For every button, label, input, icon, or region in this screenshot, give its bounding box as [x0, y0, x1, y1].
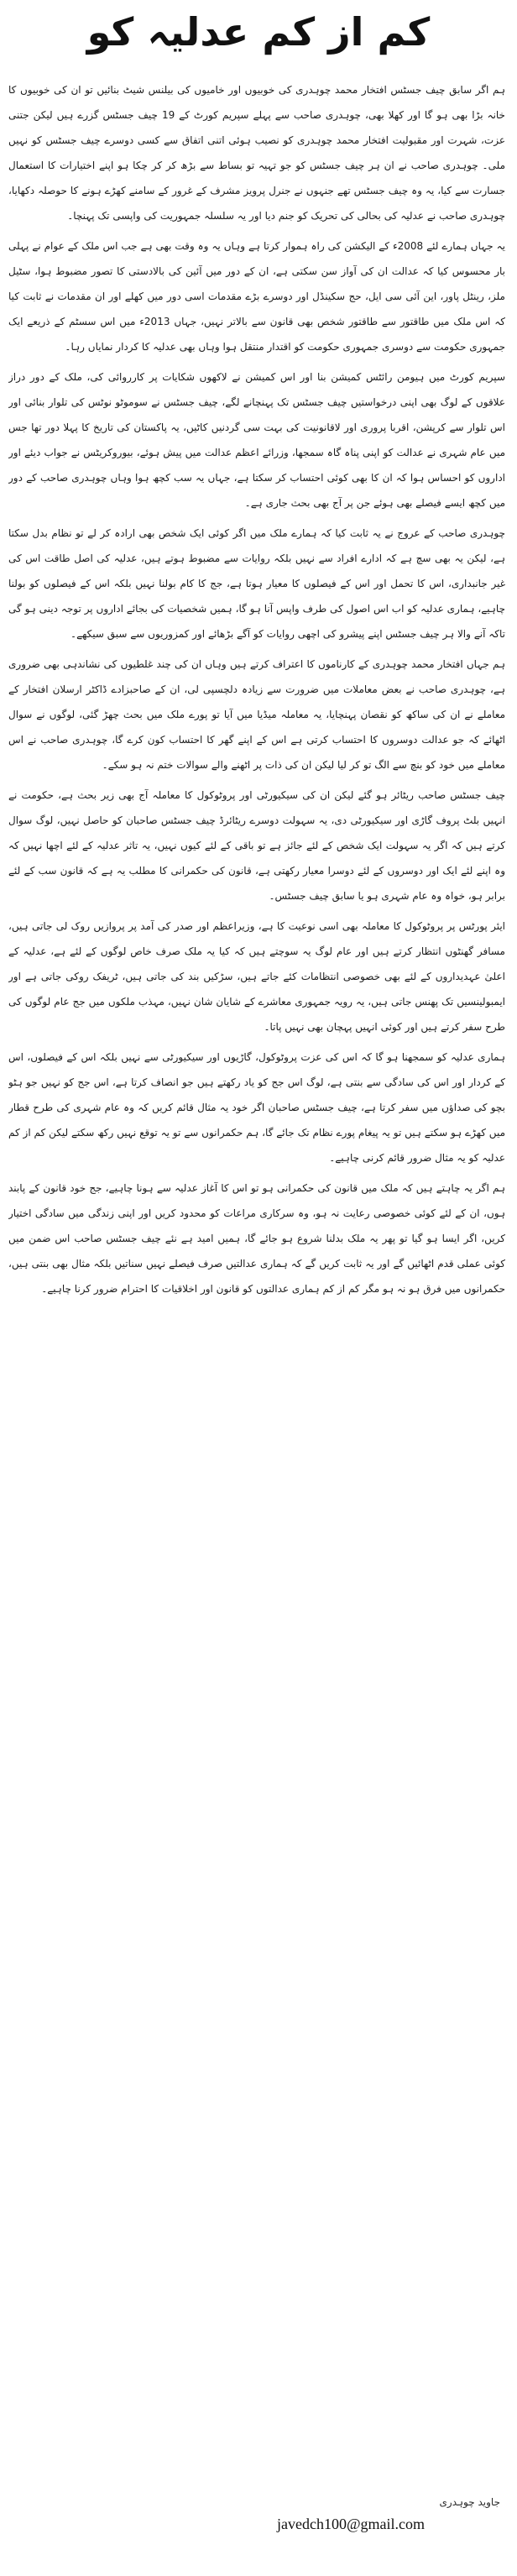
- paragraph: ہم جہاں افتخار محمد چوہدری کے کارناموں کا اعتراف کرتے ہیں وہاں ان کی چند غلطیوں کی نشاندہی بھی ضروری ہے، چوہدری صاحب نے بعض معاملات میں ضرورت سے زیادہ دلچسپی لی، ان کے صاحبزادے ڈاکٹر ارسلان افتخار کے معاملے نے ان کی ساکھ کو نقصان پہنچایا، یہ معاملہ میڈیا میں آیا تو پورے ملک میں بحث چھڑ گئی، لوگوں نے سوال اٹھائے کہ جو عدالت دوسروں کا احتساب کرتی ہے اس کے اپنے گھر کا احتساب کون کرے گا، چوہدری صاحب نے اس معاملے میں خود کو بنچ سے الگ تو کر لیا لیکن ان کی ذات پر اٹھنے والے سوالات ختم نہ ہو سکے۔: [8, 658, 505, 771]
- paragraph: ہم اگر یہ چاہتے ہیں کہ ملک میں قانون کی حکمرانی ہو تو اس کا آغاز عدلیہ سے ہونا چاہیے، جج خود قانون کے پابند ہوں، ان کے لئے کوئی خصوصی رعایت نہ ہو، وہ سرکاری مراعات کو محدود کریں اور اپنی زندگی میں سادگی اختیار کریں، اگر ایسا ہو گیا تو پھر یہ ملک بدلنا شروع ہو جائے گا، ہمیں امید ہے نئے چیف جسٹس صاحب اس ضمن میں کوئی عملی قدم اٹھائیں گے اور یہ ثابت کریں گے کہ ہماری عدالتیں صرف فیصلے نہیں سناتیں بلکہ مثال بھی بنتی ہیں، حکمرانوں میں فرق ہو نہ ہو مگر کم از کم ہماری عدالتوں کو قانون اور اخلاقیات کا احترام ضرور کرنا چاہیے۔: [8, 1182, 505, 1295]
- paragraph: ہم اگر سابق چیف جسٹس افتخار محمد چوہدری کی خوبیوں اور خامیوں کی بیلنس شیٹ بنائیں تو ان کی خوبیوں کا خانہ بڑا بھی ہو گا اور کھلا بھی، چوہدری صاحب سے پہلے سپریم کورٹ کے 19 چیف جسٹس گزرے ہیں لیکن جتنی عزت، شہرت اور مقبولیت افتخار محمد چوہدری کو نصیب ہوئی اتنی اتفاق سے کسی دوسرے چیف جسٹس کو نہیں ملی۔ چوہدری صاحب نے ان ہر چیف جسٹس کو جو تہیہ تو بساط سے بڑھ کر کر چکا ہو اپنے اختیارات کا استعمال جسارت سے کیا، یہ وہ چیف جسٹس تھے جنہوں نے جنرل پرویز مشرف کے غرور کے سامنے کھڑے ہونے کا حوصلہ دکھایا، چوہدری صاحب نے عدلیہ کی بحالی کی تحریک کو جنم دیا اور یہ سلسلہ جمہوریت کی واپسی تک پہنچا۔: [8, 84, 505, 222]
- column-headline: کم از کم عدلیہ کو: [86, 9, 431, 55]
- author-email: javedch100@gmail.com: [277, 2516, 426, 2532]
- paragraph: یہ جہاں ہمارے لئے 2008ء کے الیکشن کی راہ ہموار کرتا ہے وہاں یہ وہ وقت بھی ہے جب اس ملک کے عوام نے پہلی بار محسوس کیا کہ عدالت ان کی آواز سن سکتی ہے، ان کے دور میں آئین کی بالادستی کا تصور مضبوط ہوا، سٹیل ملز، رینٹل پاور، این آئی سی ایل، حج سکینڈل اور دوسرے بڑے مقدمات اسی دور میں کھلے اور ان مقدمات نے ثابت کیا کہ اس ملک میں طاقتور سے طاقتور شخص بھی قانون سے بالاتر نہیں، جہاں 2013ء میں اس سسٹم کے ذریعے ایک جمہوری حکومت سے دوسری جمہوری حکومت کو اقتدار منتقل ہوا وہاں بھی عدلیہ کا کردار نمایاں رہا۔: [8, 240, 505, 353]
- author-name: جاوید چوہدری: [439, 2496, 500, 2508]
- column-body: [8, 77, 505, 2489]
- paragraph: سپریم کورٹ میں ہیومن رائٹس کمیشن بنا اور اس کمیشن نے لاکھوں شکایات پر کارروائی کی، ملک کے دور دراز علاقوں کے لوگ بھی اپنی درخواستیں چیف جسٹس تک پہنچانے لگے، چیف جسٹس نے سوموٹو نوٹس کی تلوار بنائی اور اس تلوار سے کرپشن، اقربا پروری اور لاقانونیت کی بہت سی گردنیں کاٹیں، یہ پاکستان کی تاریخ کا پہلا دور تھا جس میں عام شہری نے عدالت کو اپنی پناہ گاہ سمجھا، وزرائے اعظم عدالت میں پیش ہوئے، بیوروکریٹس نے جواب دیئے اور اداروں کو احساس ہوا کہ ان کا بھی کوئی احتساب کر سکتا ہے، جہاں یہ سب کچھ ہوا وہاں چوہدری صاحب کے دور میں کچھ ایسے فیصلے بھی ہوئے جن پر آج بھی بحث جاری ہے۔: [8, 371, 505, 509]
- paragraph: ایئر پورٹس پر پروٹوکول کا معاملہ بھی اسی نوعیت کا ہے، وزیراعظم اور صدر کی آمد پر پروازیں روک لی جاتی ہیں، مسافر گھنٹوں انتظار کرتے ہیں اور عام لوگ یہ سوچتے ہیں کہ کیا یہ ملک صرف خاص لوگوں کے لئے ہے، عدلیہ کے اعلیٰ عہدیداروں کے لئے بھی خصوصی انتظامات کئے جاتے ہیں، سڑکیں بند کی جاتی ہیں، ٹریفک روکی جاتی ہے اور ایمبولینسیں تک پھنس جاتی ہیں، یہ رویہ جمہوری معاشرے کے شایان شان نہیں، مہذب ملکوں میں جج عام لوگوں کی طرح سفر کرتے ہیں اور کوئی انہیں پہچان بھی نہیں پاتا۔: [8, 920, 505, 1033]
- paragraph: چوہدری صاحب کے عروج نے یہ ثابت کیا کہ ہمارے ملک میں اگر کوئی ایک شخص بھی ارادہ کر لے تو نظام بدل سکتا ہے، لیکن یہ بھی سچ ہے کہ ادارے افراد سے نہیں بلکہ روایات سے مضبوط ہوتے ہیں، عدلیہ کی اصل طاقت اس کی غیر جانبداری، اس کا تحمل اور اس کے فیصلوں کا معیار ہوتا ہے، جج کا کام بولنا نہیں بلکہ اس کے فیصلوں کو بولنا چاہیے، ہماری عدلیہ کو اب اس اصول کی طرف واپس آنا ہو گا، ہمیں شخصیات کی بجائے اداروں پر توجہ دینی ہو گی تاکہ آنے والا ہر چیف جسٹس اپنے پیشرو کی اچھی روایات کو آگے بڑھائے اور کمزوریوں سے سبق سیکھے۔: [8, 527, 505, 640]
- paragraph: ہماری عدلیہ کو سمجھنا ہو گا کہ اس کی عزت پروٹوکول، گاڑیوں اور سیکیورٹی سے نہیں بلکہ اس کے فیصلوں، اس کے کردار اور اس کی سادگی سے بنتی ہے، لوگ اس جج کو یاد رکھتے ہیں جو انصاف کرتا ہے، اس جج کو نہیں جو ہٹو بچو کی صداؤں میں سفر کرتا ہے، چیف جسٹس صاحبان اگر خود یہ مثال قائم کریں کہ وہ عام شہری کی طرح قطار میں کھڑے ہو سکتے ہیں تو یہ پیغام پورے نظام تک جائے گا، ہم حکمرانوں سے تو یہ توقع نہیں رکھ سکتے لیکن کم از کم عدلیہ کو یہ مثال ضرور قائم کرنی چاہیے۔: [8, 1051, 505, 1164]
- paragraph: چیف جسٹس صاحب ریٹائر ہو گئے لیکن ان کی سیکیورٹی اور پروٹوکول کا معاملہ آج بھی زیر بحث ہے، حکومت نے انہیں بلٹ پروف گاڑی اور سیکیورٹی دی، یہ سہولت دوسرے ریٹائرڈ چیف جسٹس صاحبان کو حاصل نہیں، لوگ سوال کرتے ہیں کہ اگر یہ سہولت ایک شخص کے لئے جائز ہے تو باقی کے لئے کیوں نہیں، یہ تاثر عدلیہ کے لئے اچھا نہیں کہ وہ اپنے لئے ایک اور دوسروں کے لئے دوسرا معیار رکھتی ہے، قانون کی حکمرانی کا مطلب یہ ہے کہ قانون سب کے لئے برابر ہو، خواہ وہ عام شہری ہو یا سابق چیف جسٹس۔: [8, 789, 505, 902]
